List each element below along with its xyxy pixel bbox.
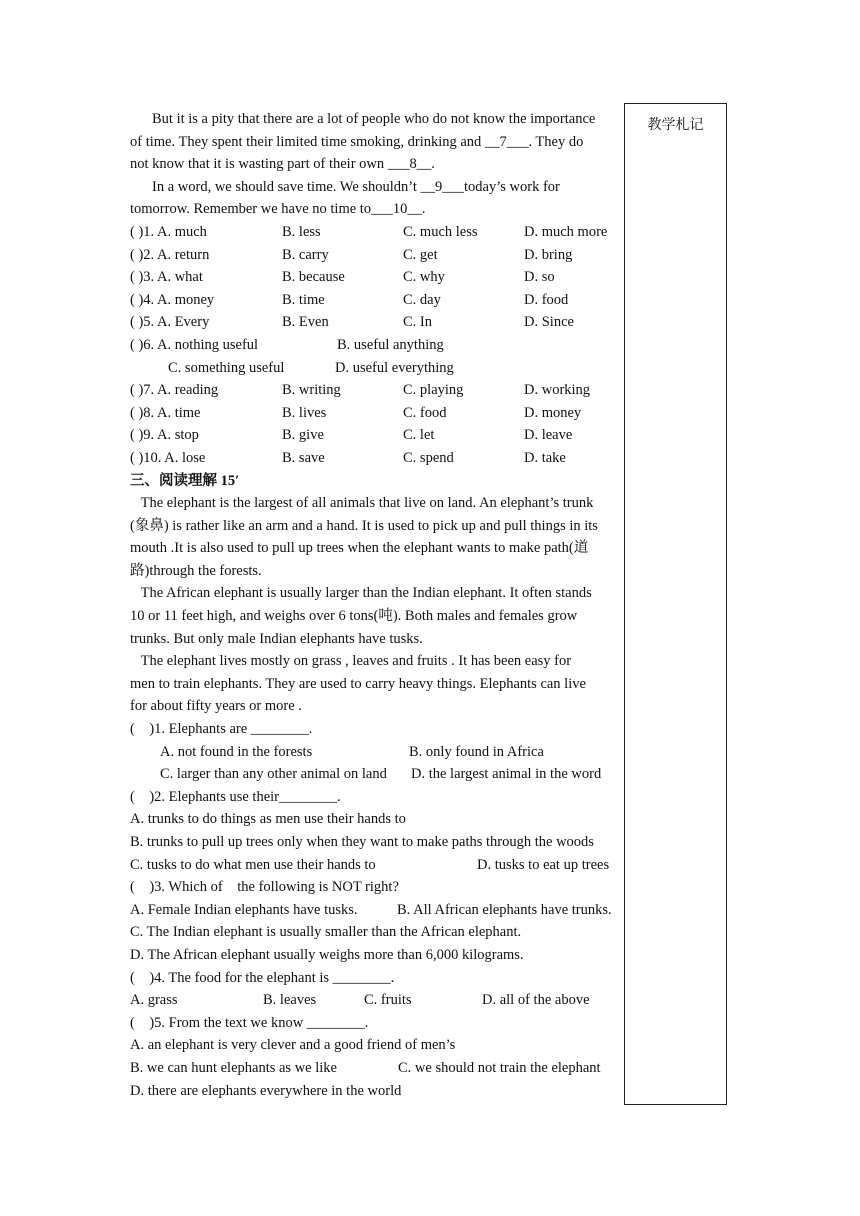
passage-line: (象鼻) is rather like an arm and a hand. It is used to pick up and pull things in its (130, 517, 598, 534)
cloze-question-6-cont: C. something useful D. useful everything (168, 359, 454, 376)
worksheet-content (130, 108, 624, 1102)
reading-options: C. tusks to do what men use their hands to D. tusks to eat up trees (130, 856, 610, 873)
reading-option: D. The African elephant usually weighs more than 6,000 kilograms. (130, 946, 524, 963)
passage-line: trunks. But only male Indian elephants have tusks. (130, 630, 423, 647)
cloze-question-10: ( )10. A. lose B. save C. spend D. take (130, 449, 566, 466)
reading-question-3: ( )3. Which of the following is NOT right? (130, 879, 399, 896)
notes-sidebar (624, 103, 727, 1105)
reading-option: C. The Indian elephant is usually smaller than the African elephant. (130, 924, 522, 941)
cloze-line: In a word, we should save time. We shouldn’t __9___today’s work for (152, 178, 560, 195)
cloze-question-7: ( )7. A. reading B. writing C. playing D. working (130, 382, 591, 399)
passage-line: The African elephant is usually larger than the Indian elephant. It often stands (130, 585, 592, 602)
reading-question-2: ( )2. Elephants use their________. (130, 788, 341, 805)
reading-option: B. trunks to pull up trees only when they want to make paths through the woods (130, 834, 594, 850)
reading-options: A. Female Indian elephants have tusks. B. All African elephants have trunks. (130, 901, 612, 918)
reading-question-1: ( )1. Elephants are ________. (130, 721, 313, 738)
passage-line: 路)through the forests. (130, 562, 262, 579)
reading-options: A. not found in the forests B. only found in Africa (160, 743, 544, 760)
passage-line: men to train elephants. They are used to carry heavy things. Elephants can live (130, 675, 586, 692)
cloze-question-9: ( )9. A. stop B. give C. let D. leave (130, 427, 573, 444)
passage-line: mouth .It is also used to pull up trees when the elephant wants to make path(道 (130, 540, 589, 557)
reading-option: A. trunks to do things as men use their hands to (130, 811, 406, 828)
cloze-question-1: ( )1. A. much B. less C. much less D. much more (130, 223, 608, 240)
reading-options: A. grass B. leaves C. fruits D. all of the above (130, 992, 590, 1009)
cloze-question-4: ( )4. A. money B. time C. day D. food (130, 291, 569, 308)
cloze-line: of time. They spent their limited time smoking, drinking and __7___. They do (130, 133, 584, 150)
passage-line: 10 or 11 feet high, and weighs over 6 tons(吨). Both males and females grow (130, 608, 578, 625)
cloze-line: not know that it is wasting part of their own ___8__. (130, 156, 435, 173)
reading-question-4: ( )4. The food for the elephant is ________. (130, 969, 395, 986)
cloze-question-8: ( )8. A. time B. lives C. food D. money (130, 404, 582, 421)
passage-line: The elephant lives mostly on grass , leaves and fruits . It has been easy for (130, 653, 572, 670)
cloze-question-6: ( )6. A. nothing useful B. useful anything (130, 336, 444, 353)
cloze-question-3: ( )3. A. what B. because C. why D. so (130, 269, 555, 286)
section-heading: 三、阅读理解 15′ (130, 472, 240, 489)
reading-option: A. an elephant is very clever and a good friend of men’s (130, 1037, 456, 1054)
reading-question-5: ( )5. From the text we know ________. (130, 1014, 369, 1031)
cloze-question-2: ( )2. A. return B. carry C. get D. bring (130, 246, 573, 263)
blank-7: __7___ (484, 133, 529, 150)
cloze-question-5: ( )5. A. Every B. Even C. In D. Since (130, 314, 574, 331)
passage-line: The elephant is the largest of all animals that live on land. An elephant’s trunk (130, 495, 594, 512)
passage-line: for about fifty years or more . (130, 698, 302, 715)
sidebar-title: 教学札记 (647, 117, 704, 133)
cloze-line: tomorrow. Remember we have no time to___10__. (130, 201, 426, 218)
reading-options: B. we can hunt elephants as we like C. we should not train the elephant (130, 1059, 601, 1076)
blank-9: __9___ (420, 178, 465, 195)
blank-10: ___10__ (371, 201, 422, 218)
cloze-line: But it is a pity that there are a lot of people who do not know the importance (152, 111, 596, 127)
reading-options: C. larger than any other animal on land D. the largest animal in the word (160, 766, 602, 783)
reading-option: D. there are elephants everywhere in the world (130, 1082, 402, 1099)
blank-8: ___8__ (387, 156, 432, 173)
